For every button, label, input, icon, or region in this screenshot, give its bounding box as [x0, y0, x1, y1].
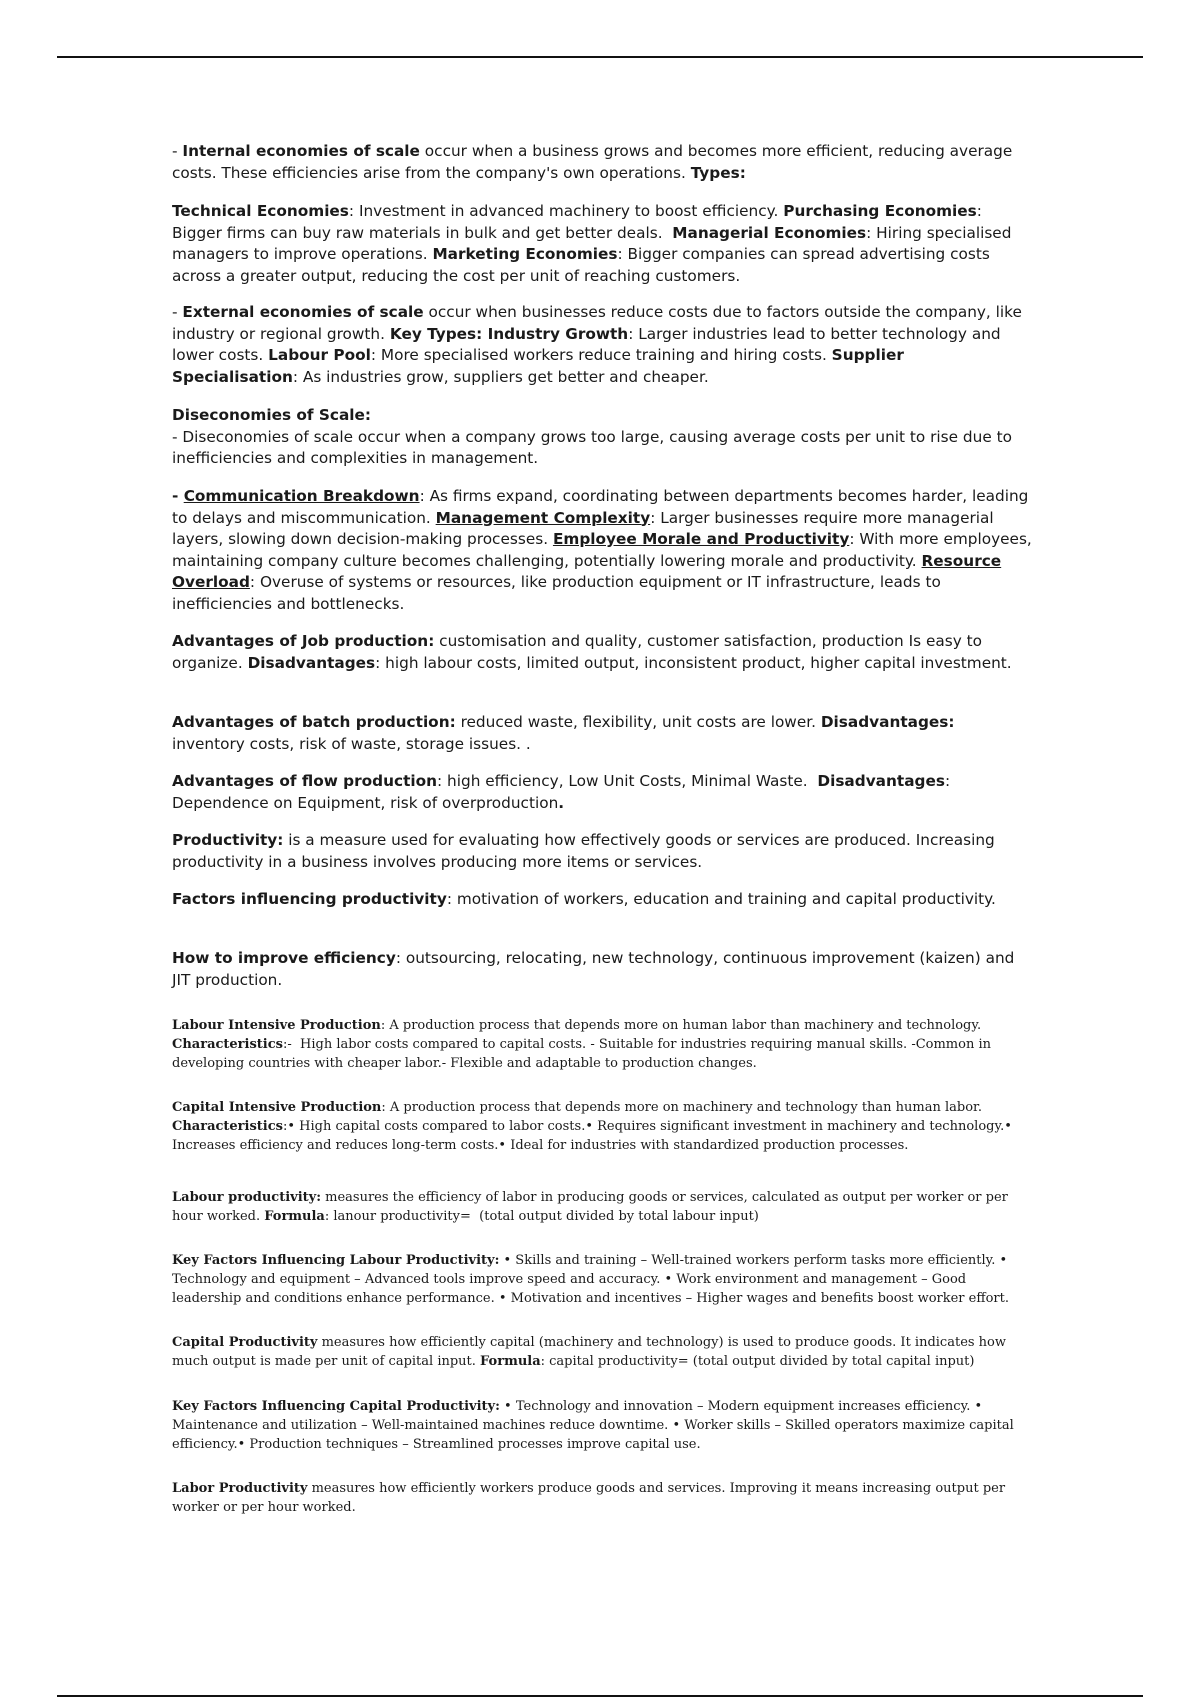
paragraph-capital-productivity: Capital Productivity measures how efficiently capital (machinery and technology) is used to produce goods. It indicates how much output is made per unit of capital input. Formula: capital productivity= (total output divided by total capital input): [172, 1335, 1007, 1369]
paragraph-labour-intensive: Labour Intensive Production: A production process that depends more on human labor than machinery and technology. Characteristics:- High labor costs compared to capital costs. - Suitable for industries requiring manual skills. -Common in developing countries with cheaper labor.- Flexible and adaptable to production changes.: [172, 1018, 991, 1071]
paragraph-productivity: Productivity: is a measure used for evaluating how effectively goods or services are produced. Increasing productivity in a business involves producing more items or services.: [172, 831, 995, 871]
paragraph-diseconomies-causes: - Communication Breakdown: As firms expand, coordinating between departments becomes harder, leading to delays and miscommunication. Management Complexity: Larger businesses require more managerial layers, slowing down decision-making processes. Employee Morale and Productivity: With more employees, maintaining company culture becomes challenging, potentially lowering morale and productivity. Resource Overload: Overuse of systems or resources, like production equipment or IT infrastructure, leads to inefficiencies and bottlenecks.: [172, 487, 1032, 613]
paragraph-labour-productivity: Labour productivity: measures the efficiency of labor in producing goods or services, calculated as output per worker or per hour worked. Formula: lanour productivity= (total output divided by total labour input): [172, 1190, 1008, 1224]
paragraph-batch-production: Advantages of batch production: reduced waste, flexibility, unit costs are lower. Disadvantages: inventory costs, risk of waste, storage issues. .: [172, 713, 955, 753]
paragraph-labor-productivity-summary: Labor Productivity measures how efficiently workers produce goods and services. Improving it means increasing output per worker or per hour worked.: [172, 1481, 1006, 1515]
paragraph-improve-efficiency: How to improve efficiency: outsourcing, relocating, new technology, continuous improvement (kaizen) and JIT production.: [172, 949, 1015, 989]
paragraph-capital-productivity-factors: Key Factors Influencing Capital Productivity: • Technology and innovation – Modern equipment increases efficiency. • Maintenance and utilization – Well-maintained machines reduce downtime. • Worker skills – Skilled operators maximize capital efficiency.• Production techniques – Streamlined processes improve capital use.: [172, 1399, 1014, 1452]
paragraph-internal-economies: - Internal economies of scale occur when a business grows and becomes more efficient, reducing average costs. These efficiencies arise from the company's own operations. Types:: [172, 142, 1013, 182]
paragraph-types-of-internal-economies: Technical Economies: Investment in advanced machinery to boost efficiency. Purchasing Economies: Bigger firms can buy raw materials in bulk and get better deals. Managerial Economies: Hiring specialised managers to improve operations. Marketing Economies: Bigger companies can spread advertising costs across a greater output, reducing the cost per unit of reaching customers.: [172, 202, 1012, 285]
paragraph-factors-productivity: Factors influencing productivity: motivation of workers, education and training and capital productivity.: [172, 890, 996, 908]
paragraph-diseconomies-of-scale: Diseconomies of Scale: - Diseconomies of scale occur when a company grows too large, causing average costs per unit to rise due to inefficiencies and complexities in management.: [172, 406, 1012, 467]
header-rule: [57, 56, 1143, 58]
paragraph-flow-production: Advantages of flow production: high efficiency, Low Unit Costs, Minimal Waste. Disadvantages: Dependence on Equipment, risk of overproduction.: [172, 772, 951, 812]
paragraph-labour-productivity-factors: Key Factors Influencing Labour Productivity: • Skills and training – Well-trained workers perform tasks more efficiently. • Technology and equipment – Advanced tools improve speed and accuracy. • Work environment and management – Good leadership and conditions enhance performance. • Motivation and incentives – Higher wages and benefits boost worker effort.: [172, 1253, 1009, 1306]
paragraph-capital-intensive: Capital Intensive Production: A production process that depends more on machinery and technology than human labor. Characteristics:• High capital costs compared to labor costs.• Requires significant investment in machinery and technology.• Increases efficiency and reduces long-term costs.• Ideal for industries with standardized production processes.: [172, 1100, 1012, 1153]
paragraph-external-economies: - External economies of scale occur when businesses reduce costs due to factors outside the company, like industry or regional growth. Key Types: Industry Growth: Larger industries lead to better technology and lower costs. Labour Pool: More specialised workers reduce training and hiring costs. Supplier Specialisation: As industries grow, suppliers get better and cheaper.: [172, 303, 1022, 386]
paragraph-job-production: Advantages of Job production: customisation and quality, customer satisfaction, production Is easy to organize. Disadvantages: high labour costs, limited output, inconsistent product, higher capital investment.: [172, 632, 1012, 672]
footer-rule: [57, 1695, 1143, 1697]
